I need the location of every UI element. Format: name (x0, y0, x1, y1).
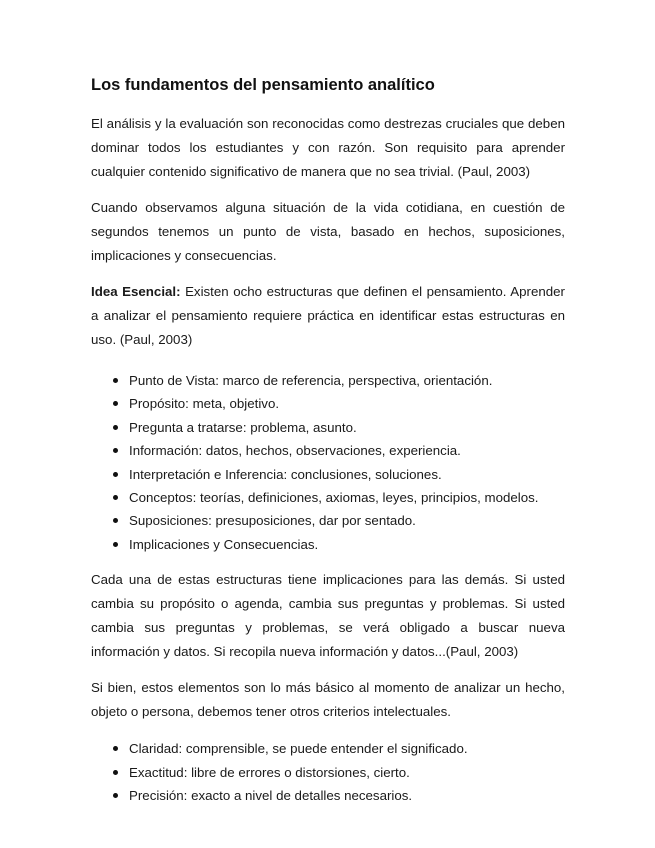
idea-text: Existen ocho estructuras que definen el pensamiento. Aprender a analizar el pensamiento requiere práctica en identificar estas estructuras en uso. (Paul, 2003) (91, 284, 565, 347)
list-item: Pregunta a tratarse: problema, asunto. (91, 416, 565, 439)
list-item: Suposiciones: presuposiciones, dar por sentado. (91, 509, 565, 532)
bullet-icon (113, 425, 118, 430)
list-item: Información: datos, hechos, observaciones, experiencia. (91, 439, 565, 462)
bullet-icon (113, 518, 118, 523)
bullet-icon (113, 495, 118, 500)
bullet-icon (113, 770, 118, 775)
list-item: Interpretación e Inferencia: conclusiones, soluciones. (91, 463, 565, 486)
structures-list (91, 369, 565, 556)
paragraph-observation: Cuando observamos alguna situación de la vida cotidiana, en cuestión de segundos tenemos un punto de vista, basado en hechos, suposiciones, implicaciones y consecuencias. (91, 200, 565, 263)
bullet-icon (113, 401, 118, 406)
criteria-list (91, 737, 565, 807)
bullet-icon (113, 542, 118, 547)
document-title: Los fundamentos del pensamiento analítico (91, 76, 435, 94)
list-item: Precisión: exacto a nivel de detalles necesarios. (91, 784, 565, 807)
bullet-icon (113, 378, 118, 383)
bullet-icon (113, 448, 118, 453)
bullet-icon (113, 793, 118, 798)
paragraph-idea-esencial (91, 280, 565, 352)
list-item: Claridad: comprensible, se puede entender el significado. (91, 737, 565, 760)
document-page (91, 74, 565, 817)
bullet-icon (113, 746, 118, 751)
list-item: Propósito: meta, objetivo. (91, 392, 565, 415)
list-item: Punto de Vista: marco de referencia, perspectiva, orientación. (91, 369, 565, 392)
paragraph-intro: El análisis y la evaluación son reconocidas como destrezas cruciales que deben dominar todos los estudiantes y con razón. Son requisito para aprender cualquier contenido significativo de manera que no sea trivial. (Paul, 2003) (91, 116, 565, 179)
list-item: Conceptos: teorías, definiciones, axiomas, leyes, principios, modelos. (91, 486, 565, 509)
list-item: Implicaciones y Consecuencias. (91, 533, 565, 556)
bullet-icon (113, 472, 118, 477)
paragraph-criteria: Si bien, estos elementos son lo más básico al momento de analizar un hecho, objeto o persona, debemos tener otros criterios intelectuales. (91, 680, 565, 720)
paragraph-implications: Cada una de estas estructuras tiene implicaciones para las demás. Si usted cambia su propósito o agenda, cambia sus preguntas y problemas. Si usted cambia sus preguntas y problemas, se verá obligado a buscar nueva información y datos. Si recopila nueva información y datos...(Paul, 2003) (91, 572, 565, 660)
list-item: Exactitud: libre de errores o distorsiones, cierto. (91, 761, 565, 784)
idea-label: Idea Esencial: (91, 284, 181, 299)
